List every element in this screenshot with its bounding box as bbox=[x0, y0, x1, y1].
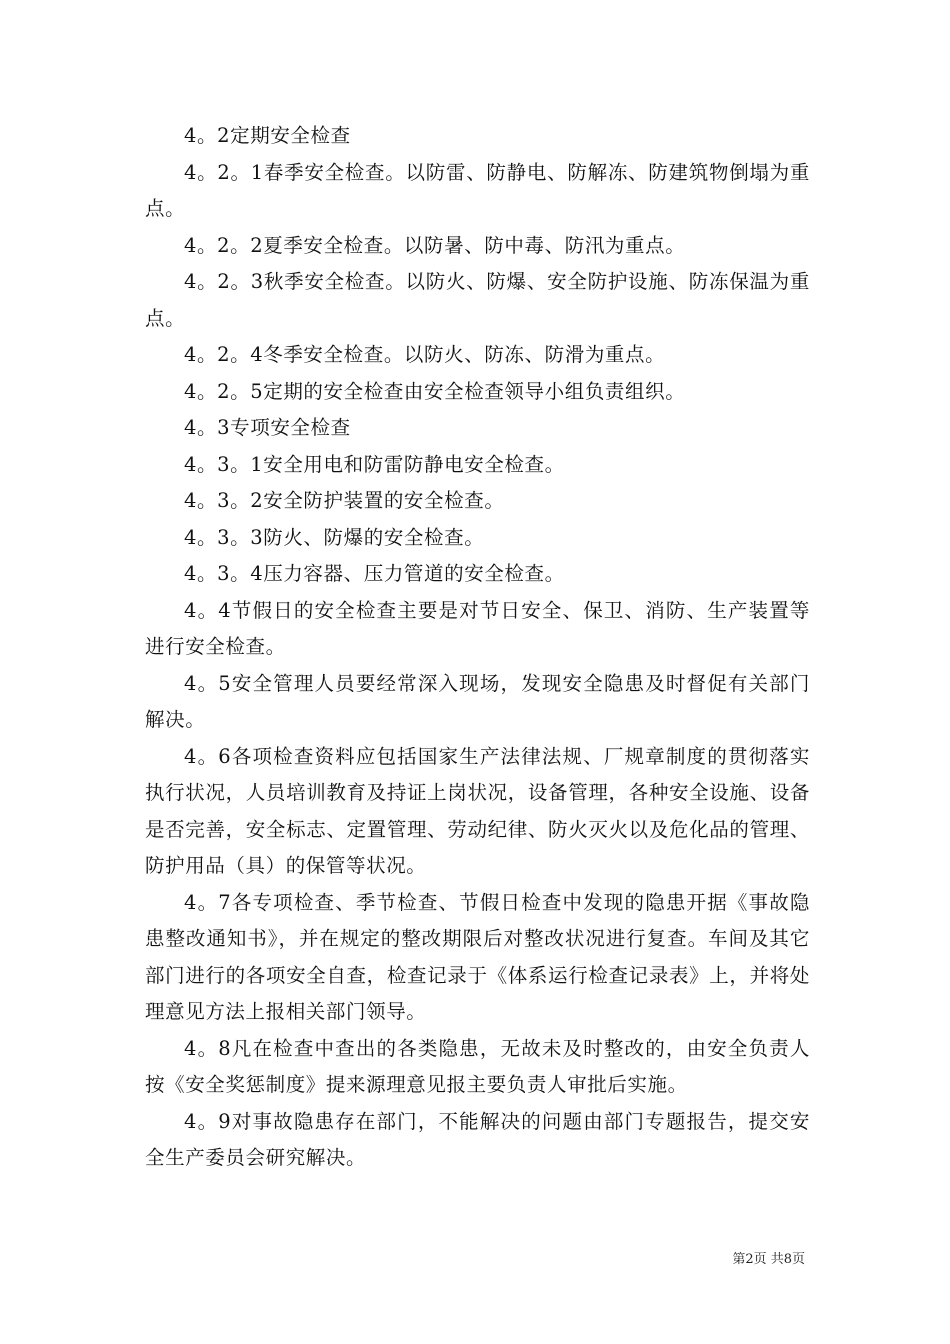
paragraph-4-2-2: 4。2。2夏季安全检查。以防暑、防中毒、防汛为重点。 bbox=[184, 233, 686, 257]
paragraph-4-3-4: 4。3。4压力容器、压力管道的安全检查。 bbox=[184, 562, 565, 585]
paragraph-4-2-1: 4。2。1春季安全检查。以防雷、防静电、防解冻、防建筑物倒塌为重点。 bbox=[145, 160, 810, 220]
paragraph-4-8: 4。8凡在检查中查出的各类隐患，无故未及时整改的，由安全负责人按《安全奖惩制度》提来源理意见报主要负责人审批后实施。 bbox=[145, 1036, 810, 1096]
paragraph-4-3-1: 4。3。1安全用电和防雷防静电安全检查。 bbox=[184, 452, 565, 476]
paragraph-4-2-5: 4。2。5定期的安全检查由安全检查领导小组负责组织。 bbox=[184, 379, 686, 403]
paragraph-4-4: 4。4节假日的安全检查主要是对节日安全、保卫、消防、生产装置等进行安全检查。 bbox=[145, 598, 810, 658]
paragraph-4-2-4: 4。2。4冬季安全检查。以防火、防冻、防滑为重点。 bbox=[184, 343, 666, 366]
paragraph-4-3-3: 4。3。3防火、防爆的安全检查。 bbox=[184, 525, 485, 549]
paragraph-4-2-3: 4。2。3秋季安全检查。以防火、防爆、安全防护设施、防冻保温为重点。 bbox=[145, 270, 810, 330]
paragraph-4-5: 4。5安全管理人员要经常深入现场，发现安全隐患及时督促有关部门解决。 bbox=[145, 671, 810, 731]
paragraph-4-7: 4。7各专项检查、季节检查、节假日检查中发现的隐患开据《事故隐患整改通知书》，并在规定的整改期限后对整改状况进行复查。车间及其它部门进行的各项安全自查，检查记录于《体系运行检查记录表》上，并将处理意见方法上报相关部门领导。 bbox=[145, 890, 810, 1023]
heading-4-2: 4。2定期安全检查 bbox=[184, 124, 351, 147]
document-body bbox=[145, 118, 810, 1177]
page-number-footer: 第2页 共8页 bbox=[732, 1252, 805, 1267]
paragraph-4-6: 4。6各项检查资料应包括国家生产法律法规、厂规章制度的贯彻落实执行状况，人员培训教育及持证上岗状况，设备管理，各种安全设施、设备是否完善，安全标志、定置管理、劳动纪律、防火灭火以及危化品的管理、防护用品（具）的保管等状况。 bbox=[145, 744, 810, 877]
paragraph-4-3-2: 4。3。2安全防护装置的安全检查。 bbox=[184, 489, 505, 512]
heading-4-3: 4。3专项安全检查 bbox=[184, 416, 351, 439]
paragraph-4-9: 4。9对事故隐患存在部门，不能解决的问题由部门专题报告，提交安全生产委员会研究解决。 bbox=[145, 1109, 810, 1169]
